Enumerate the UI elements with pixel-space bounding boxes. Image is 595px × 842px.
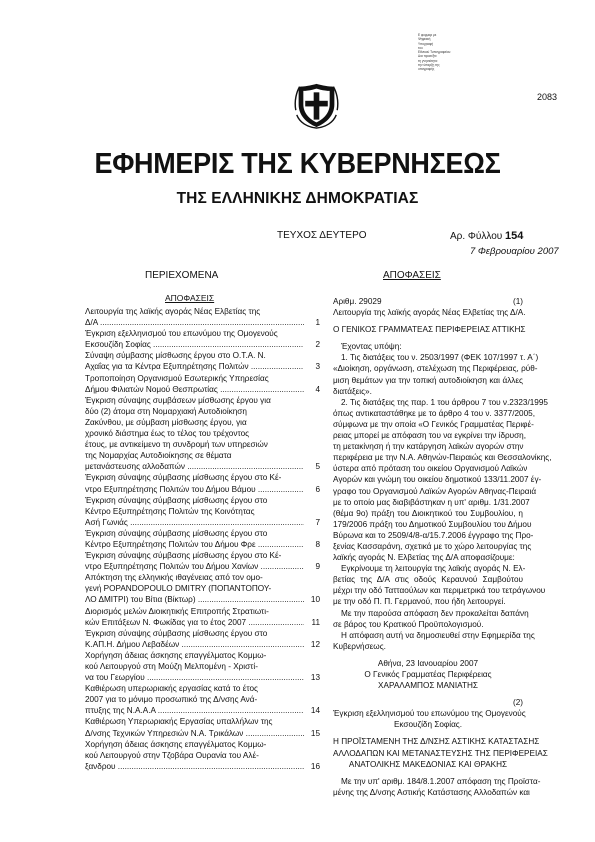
toc-entry-text: να του Γεωργίου ..... [85,672,304,683]
decision-1-para-5 [333,630,535,652]
gazette-title: ΕΦΗΜΕΡΙΣ ΤΗΣ ΚΥΒΕΡΝΗΣΕΩΣ [94,148,501,180]
toc-entry-text: ντρο Εξυπηρέτησης Πολιτών του Δήμου Χανίων ..... [85,561,304,572]
publisher-line: Δια προσέξτε [418,54,437,59]
text-line: 1. Τις διατάξεις του ν. 2503/1997 (ΦΕΚ 107/1997 τ. Α΄) [341,353,539,363]
toc-entry-text: κού Λειτουργού στην Τζοβάρα Ουρανία του Αλέ- [85,750,259,760]
text-line: μένης της Δ/νσης Αστικής Κατάστασης Αλλοδαπών και [333,787,530,797]
publisher-line: τη γνησιότητα [418,58,438,63]
table-of-contents [85,306,320,772]
decisions-heading: ΑΠΟΦΑΣΕΙΣ [383,270,441,281]
publisher-line: υπογραφής [418,67,435,72]
toc-entry-text: Διορισμός μελών Διοικητικής Επιτροπής Στρατιωτι- [85,606,269,616]
contents-heading: ΠΕΡΙΕΧΟΜΕΝΑ [145,270,219,281]
text-line: γραφο του Οργανισμού Λαϊκών Αγορών Αθηνας-Πειραιά [333,486,537,496]
toc-entry [85,395,320,473]
toc-entry [85,495,320,528]
toc-entry-text: Χορήγηση άδειας άσκησης επαγγέλματος Κομμω- [85,650,267,660]
toc-entry-page: 3 [315,362,320,372]
toc-entry-page: 16 [310,761,320,771]
publisher-line: Ψηφιακή [418,37,431,42]
text-line: όπως αντικαταστάθηκε με το άρθρο 4 του ν. 3377/2005, [333,408,535,418]
toc-entry-text: 2007 για το μόνιμο προσωπικό της Δ/νσης Ανά- [85,695,258,705]
decision-1-sign-place: Αθήνα, 23 Ιανουαρίου 2007 [377,658,479,668]
toc-entry-text: Απόκτηση της ελληνικής ιθαγένειας από τον ομο- [85,573,263,583]
toc-entry-page: 15 [310,728,320,738]
toc-entry-page: 4 [315,384,320,394]
toc-entry [85,716,320,738]
decision-1-sign-role: Ο Γενικός Γραμματέας Περιφέρειας [364,670,492,679]
toc-entry-page: 9 [315,562,320,572]
text-line: με την οδό Π. Π. Γερμανού, που ήδη λειτουργεί. [333,597,506,607]
decision-1-para-1 [333,352,539,396]
publisher-line: Εθνικού Τυπογραφείου [418,50,451,55]
toc-entry-text: κών Επιτάξεων Ν. Φωκίδας για το έτος 2007 ..... [85,617,304,628]
toc-entry-text: Τροποποίηση Οργανισμού Εσωτερικής Υπηρεσίας [85,373,269,383]
text-line: ρειας μπορεί με απόφαση του να εγκρίνει την ίδρυση, [333,431,527,441]
toc-entry [85,739,320,772]
issue-date: 7 Φεβρουαρίου 2007 [470,246,559,257]
toc-entry [85,683,320,716]
decisions-column [333,296,552,798]
text-line: Έγκριση εξελληνισμού του επωνύμου της Ομογενούς [333,709,526,719]
issue-label: ΤΕΥΧΟΣ ΔΕΥΤΕΡΟ [277,230,367,241]
toc-entry-page: 8 [315,539,320,549]
toc-entry-text: Σύναψη σύμβασης μίσθωσης έργου στο Ο.Τ.Α. Ν. [85,351,266,361]
toc-entry-text: Λειτουργία της λαϊκής αγοράς Νέας Ελβετίας της [85,307,261,316]
text-line: Με την παρούσα απόφαση δεν προκαλείται δαπάνη [341,608,529,618]
toc-entry-text: Κέντρο Εξυπηρέτησης Πολιτών του Δήμου Φρε ..... [85,539,304,550]
toc-entry-text: Έγκριση σύναψης σύμβασης μίσθωσης έργου στο Κέ- [85,473,282,483]
decision-1-index: (1) [512,297,523,306]
page-number: 2083 [537,92,558,102]
toc-entry-page: 6 [315,484,320,494]
publisher-line: Ε φορμαρ με [418,33,437,37]
decision-1-para-3 [333,563,546,607]
toc-entry [85,306,320,328]
text-line: λαϊκής αγοράς Ν. Ελβετίας της Δ/Α αποφασίζουμε: [333,553,515,563]
text-line: μιση θεμάτων για την τοπική αυτοδιοίκηση και άλλες [333,375,523,385]
toc-entry [85,550,320,572]
toc-entry-text: Έγκριση σύναψης σύμβασης μίσθωσης έργου στο [85,628,268,638]
text-line: μέχρι την οδό Τατταούλων και περιμετρικά του τετράγωνου [333,586,546,596]
toc-entry-text: Αχαΐας για τα Κέντρα Εξυπηρέτησης Πολιτών ..... [85,361,304,372]
sheet-label: Αρ. Φύλλου [450,231,503,242]
decision-1-authority: Ο ΓΕΝΙΚΟΣ ΓΡΑΜΜΑΤΕΑΣ ΠΕΡΙΦΕΡΕΙΑΣ ΑΤΤΙΚΗΣ [333,325,526,335]
text-line: ΑΝΑΤΟΛΙΚΗΣ ΜΑΚΕΔΟΝΙΑΣ ΚΑΙ ΘΡΑΚΗΣ [348,759,508,769]
toc-entry-page: 14 [310,706,320,716]
toc-entry-text: της Νομαρχίας Αυτοδιοίκησης σε θέματα [85,451,232,461]
text-line: Με την υπ' αριθμ. 184/8.1.2007 απόφαση της Προϊστα- [341,776,541,786]
toc-entry-text: Καθιέρωση Υπερωριακής Εργασίας υπαλλήλων της [85,717,273,727]
toc-entry [85,628,320,650]
decision-1-para-4 [333,608,529,630]
toc-entry-text: χρονικό διάστημα έως το τέλος του τρέχοντος [85,429,250,439]
text-line: «Διοίκηση, οργάνωση, στελέχωση της Περιφέρειας, ρύθ- [333,364,538,374]
decision-2-index: (2) [512,698,523,708]
text-line: τη μετακίνηση ή την κατάργηση λαϊκών αγορών στην [333,442,524,452]
decision-1-sign-name: ΧΑΡΑΛΑΜΠΟΣ ΜΑΝΙΑΤΗΣ [378,681,478,691]
text-line: (θέμα 9ο) πράξη του Διοικητικού του Συμβουλίου, η [333,508,523,518]
toc-entry [85,528,320,550]
toc-entry-text: Ασή Γωνιάς ..... [85,517,304,528]
toc-entry-text: Έγκριση εξελληνισμού του επωνύμου της Ομογενούς [85,329,278,339]
text-line: Η ΠΡΟΪΣΤΑΜΕΝΗ ΤΗΣ Δ/ΝΣΗΣ ΑΣΤΙΚΗΣ ΚΑΤΑΣΤΑΣΗΣ [333,737,540,747]
text-line: βετίας της Δ/Α στις οδούς Κεραυνού Σαμβούτου [333,575,523,585]
decision-1-para-2 [333,397,552,563]
toc-entry-text: Χορήγηση άδειας άσκησης επαγγέλματος Κομμω- [85,739,267,749]
toc-entry-text: Κ.ΑΠ.Η. Δήμου Λεβαδέων ..... [85,639,304,650]
toc-entry [85,606,320,628]
toc-entry [85,373,320,395]
gazette-subtitle: ΤΗΣ ΕΛΛΗΝΙΚΗΣ ΔΗΜΟΚΡΑΤΙΑΣ [176,190,419,207]
toc-entry-text: Εκσουζίδη Σοφίας ..... [85,339,304,350]
publisher-line: του [418,45,423,50]
toc-entry-text: Έγκριση σύναψης συμβάσεων μίσθωσης έργου για [85,395,271,405]
toc-entry-text: Δ/Α ..... [85,317,304,328]
toc-entry-page: 10 [310,595,320,605]
decision-1-having-regard: Έχοντας υπόψη: [341,342,402,352]
toc-entry-text: ντρο Εξυπηρέτησης Πολιτών του Δήμου Βάμου ..... [85,484,304,495]
toc-entry-text: Κέντρο Εξυπηρέτησης Πολιτών της Κοινότητας [85,506,255,516]
text-line: Εγκρίνουμε τη λειτουργία της λαϊκής αγοράς Ν. Ελ- [341,564,526,574]
publisher-line: Υπογραφή [418,41,434,46]
decision-1-header [333,296,523,307]
text-line: Εκσουζίδη Σοφίας. [393,720,463,730]
toc-entry-text: έτους, με αντικείμενο τη συνδρομή των υπηρεσιών [85,440,268,450]
text-line: ύστερα από πρόταση του οικείου Οργανισμού Λαϊκών [333,464,528,474]
digital-signature-notice [418,33,474,72]
contents-subheading: ΑΠΟΦΑΣΕΙΣ [165,293,215,303]
toc-entry-text: κού Λειτουργού στη Μούζη Μελπομένη - Χριστί- [85,662,258,671]
publisher-line: την ύπαρξη της [418,63,440,68]
toc-entry [85,650,320,683]
toc-entry-text: Έγκριση σύναψης σύμβασης μίσθωσης έργου στο Κέ- [85,551,282,561]
toc-entry-text: Έγκριση σύναψης σύμβασης μίσθωσης έργου στο [85,495,268,505]
decision-1-title: Λειτουργία της λαϊκής αγοράς Νέας Ελβετίας της Δ/Α. [333,308,526,318]
toc-entry-page: 11 [311,617,320,627]
toc-entry-text: πτυξης της Ν.Α.Α.Α ..... [85,705,304,716]
toc-entry-text: ΛΟ ΔΜΙΤΡΙ) του Βίτια (Βίκτωρ) ..... [85,594,304,605]
text-line: ξενίας Κασσαράνη, σχετικά με το χώρο λειτουργίας της [333,541,532,551]
sheet-number [450,230,523,242]
toc-entry-text: Δήμου Φιλιατών Νομού Θεσπρωτίας ..... [85,384,304,395]
decision-2-para-1 [333,776,541,798]
text-line: σύμφωνα με την οποία «Ο Γενικός Γραμματέας Περιφέ- [333,419,534,429]
text-line: περιφέρεια με την Ν.Α. Αθηνών-Πειραιώς και Θεσσαλονίκης, [333,453,552,463]
text-line: διατάξεις». [333,386,372,396]
text-line: με το οποίο μας διαβιβάστηκαν η υπ' αριθμ. 1/31.2007 [333,497,530,507]
toc-entry [85,472,320,494]
text-line: 179/2006 πράξη του Δημοτικού Συμβουλίου του Δήμου [333,519,532,529]
toc-entry-page: 5 [315,462,320,472]
decision-2-title [333,708,526,730]
toc-entry-page: 1 [315,318,320,328]
toc-entry [85,572,320,605]
toc-entry-text: Καθιέρωση υπερωριακής εργασίας κατά το έτος [85,684,258,694]
toc-entry-page: 13 [310,673,320,683]
toc-entry-text: γενή POPANDOPOULO DMITRY (ΠΟΠΑΝΤΟΠΟΥ- [85,584,272,594]
toc-entry-text: Έγκριση σύναψης σύμβασης μίσθωσης έργου στο [85,528,268,538]
greek-coat-of-arms-icon [293,82,340,129]
toc-entry-page: 2 [315,340,320,350]
sheet-number-value: 154 [505,230,524,242]
text-line: Αγορών και γνώμη του οικείου δημοτικού 133/11.2007 έγ- [333,475,542,485]
text-line: Η απόφαση αυτή να δημοσιευθεί στην Εφημερίδα της [341,630,535,640]
text-line: ΑΛΛΟΔΑΠΩΝ ΚΑΙ ΜΕΤΑΝΑΣΤΕΥΣΗΣ ΤΗΣ ΠΕΡΙΦΕΡΕΙΑΣ [333,748,548,758]
toc-entry-page: 12 [310,639,320,649]
toc-entry-text: ξανδρου ..... [85,761,304,772]
toc-entry-text: Δ/νσης Τεχνικών Υπηρεσιών Ν.Α. Τρικάλων ..... [85,728,304,739]
toc-entry [85,350,320,372]
text-line: Βύρωνα και το 2509/4/8-α/15.7.2006 έγγραφο της Προ- [333,530,534,540]
toc-entry-text: Ζακύνθου, με σύμβαση μίσθωσης έργου, για [85,417,247,427]
toc-entry-text: μετανάστευσης αλλοδαπών ..... [85,461,304,472]
text-line: Κυβερνήσεως. [333,641,386,651]
toc-entry-text: δύο (2) άτομα στη Νομαρχιακή Αυτοδιοίκηση [85,406,247,416]
decision-1-number: Αριθμ. 29029 [333,297,382,306]
text-line: σε βάρος του Κρατικού Προϋπολογισμού. [333,619,484,629]
text-line: 2. Τις διατάξεις της παρ. 1 του άρθρου 7 του ν.2323/1995 [341,397,548,407]
toc-entry-page: 7 [315,517,320,527]
toc-entry [85,328,320,350]
decision-2-authority [333,736,548,769]
